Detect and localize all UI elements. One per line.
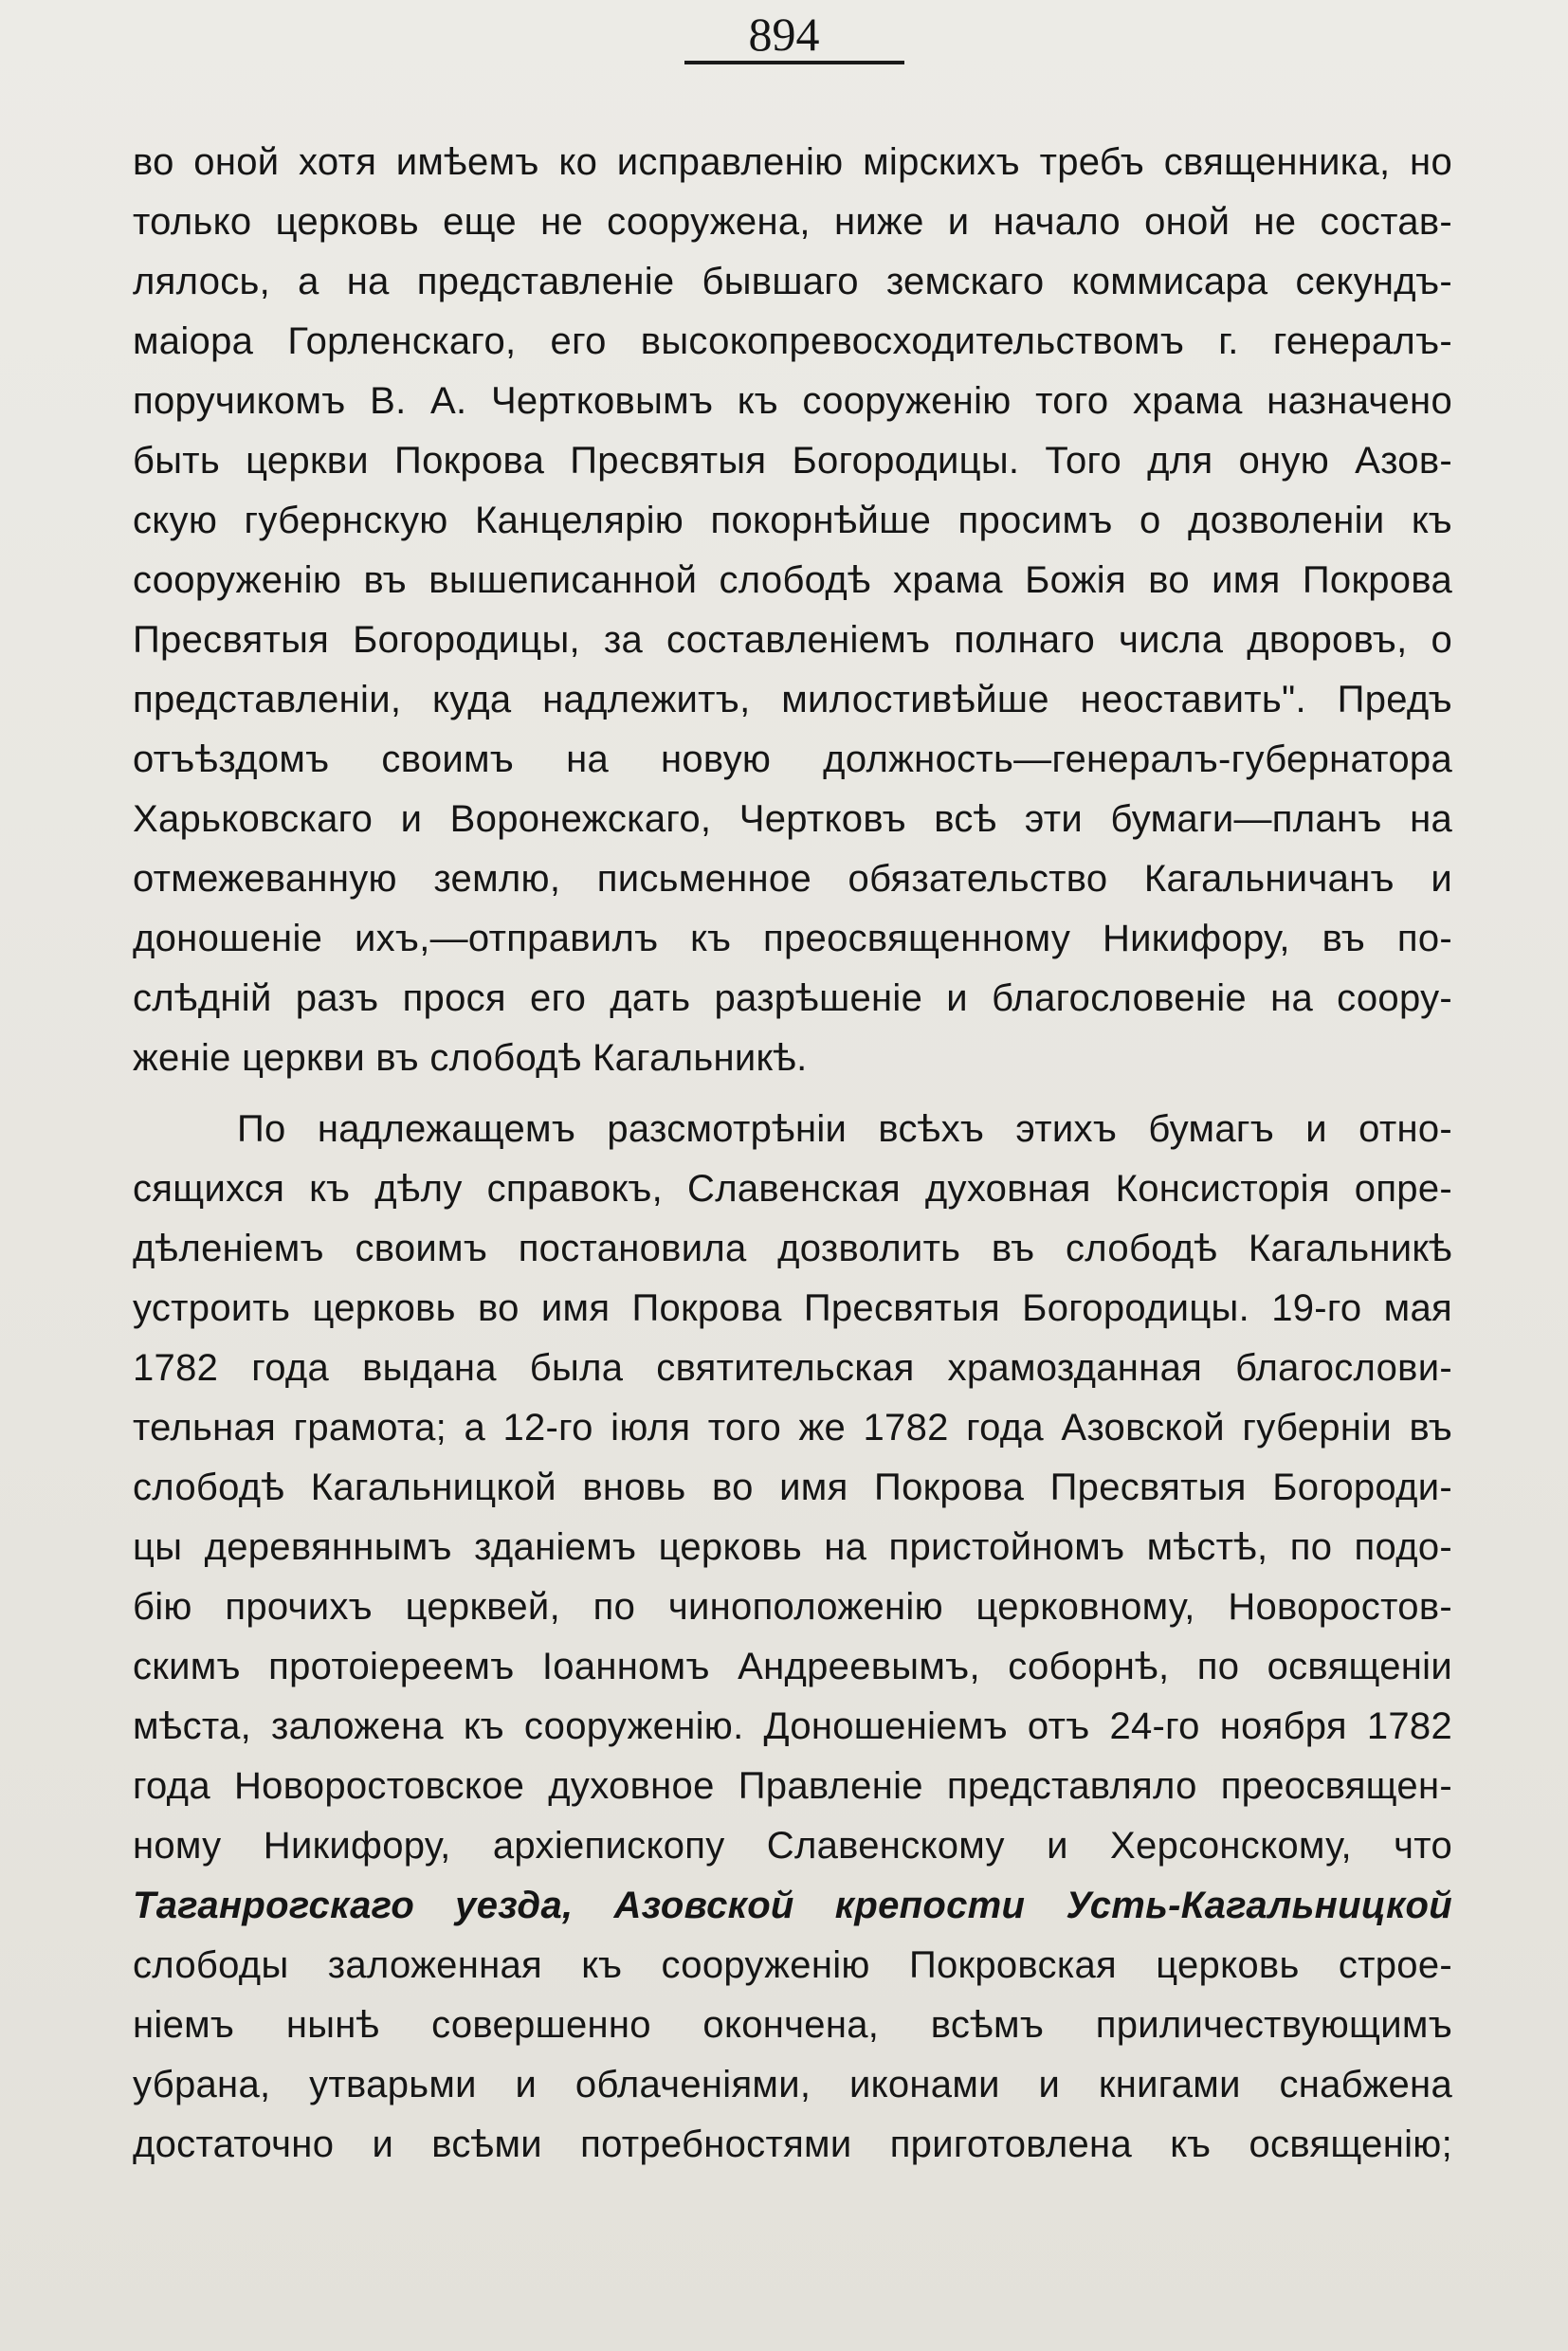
text-line: По надлежащемъ разсмотрѣніи всѣхъ этихъ бумагъ и отно- (237, 1108, 1452, 1150)
text-line: цы деревяннымъ зданіемъ церковь на пристойномъ мѣстѣ, по подо- (133, 1526, 1452, 1568)
text-line: устроить церковь во имя Покрова Пресвятыя Богородицы. 19-го мая (133, 1287, 1452, 1329)
text-line: лялось, а на представленіе бывшаго земскаго коммисара секундъ- (133, 261, 1452, 302)
text-line: Харьковскаго и Воронежскаго, Чертковъ всѣ эти бумаги—планъ на (133, 798, 1452, 840)
text-line: сооруженію въ вышеписанной слободѣ храма Божія во имя Покрова (133, 559, 1452, 601)
text-line: ніемъ нынѣ совершенно окончена, всѣмъ приличествующимъ (133, 2004, 1452, 2046)
text-line: убрана, утварьми и облаченіями, иконами и книгами снабжена (133, 2064, 1452, 2105)
text-line: отмежеванную землю, письменное обязательство Кагальничанъ и (133, 858, 1452, 900)
text-line: маіора Горленскаго, его высокопревосходительствомъ г. генералъ- (133, 320, 1452, 362)
text-line: бію прочихъ церквей, по чиноположенію церковному, Новоростов- (133, 1586, 1452, 1628)
page-number: 894 (748, 8, 820, 61)
text-line: 1782 года выдана была святительская храмозданная благослови- (133, 1347, 1452, 1389)
text-line: во оной хотя имѣемъ ко исправленію мірскихъ требъ священника, но (133, 141, 1452, 183)
text-line: быть церкви Покрова Пресвятыя Богородицы. Того для оную Азов- (133, 440, 1452, 482)
text-line: ному Никифору, архіепископу Славенскому и Херсонскому, что (133, 1825, 1452, 1867)
text-line: достаточно и всѣми потребностями приготовлена къ освященію; (133, 2123, 1452, 2165)
text-line: поручикомъ В. А. Чертковымъ къ сооруженію того храма назначено (133, 380, 1452, 422)
italic-text-line: Таганрогскаго уезда, Азовской крепости Усть-Кагальницкой (133, 1885, 1452, 1926)
body-text (133, 133, 1452, 2175)
text-line: только церковь еще не сооружена, ниже и начало оной не состав- (133, 201, 1452, 243)
text-line: скимъ протоіереемъ Іоанномъ Андреевымъ, соборнѣ, по освященіи (133, 1646, 1452, 1687)
text-line: года Новоростовское духовное Правленіе представляло преосвящен- (133, 1765, 1452, 1807)
text-line: слободы заложенная къ сооруженію Покровская церковь строе- (133, 1944, 1452, 1986)
header-rule (684, 61, 904, 64)
paragraph-gap (133, 1088, 1452, 1100)
text-line: доношеніе ихъ,—отправилъ къ преосвященному Никифору, въ по- (133, 918, 1452, 959)
text-line: Пресвятыя Богородицы, за составленіемъ полнаго числа дворовъ, о (133, 619, 1452, 661)
text-line: слободѣ Кагальницкой вновь во имя Покрова Пресвятыя Богороди- (133, 1467, 1452, 1508)
text-line: отъѣздомъ своимъ на новую должность—генералъ-губернатора (133, 738, 1452, 780)
text-line: слѣдній разъ прося его дать разрѣшеніе и благословеніе на соору- (133, 977, 1452, 1019)
paragraph-2 (133, 1100, 1452, 2175)
text-line: женіе церкви въ слободѣ Кагальникѣ. (133, 1037, 808, 1079)
text-line: тельная грамота; а 12-го іюля того же 1782 года Азовской губерніи въ (133, 1407, 1452, 1449)
paragraph-1 (133, 133, 1452, 1088)
text-line: сящихся къ дѣлу справокъ, Славенская духовная Консисторія опре- (133, 1168, 1452, 1210)
text-line: дѣленіемъ своимъ постановила дозволить въ слободѣ Кагальникѣ (133, 1228, 1452, 1269)
text-line: представленіи, куда надлежитъ, милостивѣйше неоставить". Предъ (133, 679, 1452, 720)
text-line: скую губернскую Канцелярію покорнѣйше просимъ о дозволеніи къ (133, 500, 1452, 541)
text-line: мѣста, заложена къ сооруженію. Доношеніемъ отъ 24-го ноября 1782 (133, 1705, 1452, 1747)
